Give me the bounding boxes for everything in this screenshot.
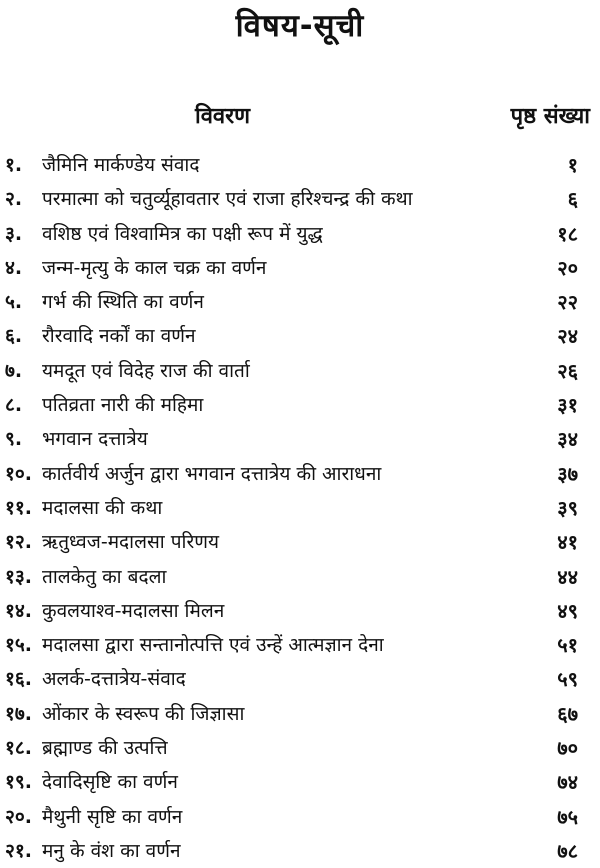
entry-title: जैमिनि मार्कण्डेय संवाद xyxy=(42,154,200,176)
toc-entry xyxy=(0,457,600,491)
entry-page: ७४ xyxy=(557,770,578,795)
toc-entry xyxy=(0,422,600,456)
entry-page: ४४ xyxy=(557,564,578,589)
entry-page: ७८ xyxy=(557,838,578,863)
entry-title: भगवान दत्तात्रेय xyxy=(42,428,148,451)
entry-number: ६. xyxy=(5,325,23,348)
entry-page: ४९ xyxy=(557,598,578,623)
entry-page: ३४ xyxy=(557,427,578,452)
entry-title: वशिष्ठ एवं विश्वामित्र का पक्षी रूप में युद्ध xyxy=(42,222,323,245)
entry-title: ओंकार के स्वरूप की जिज्ञासा xyxy=(42,702,245,725)
entry-number: १२. xyxy=(5,531,32,554)
entry-title: ब्रह्माण्ड की उत्पत्ति xyxy=(42,737,168,760)
entry-number: १७. xyxy=(5,702,32,725)
toc-entry xyxy=(0,319,600,353)
toc-entry xyxy=(0,765,600,799)
entry-page: २२ xyxy=(557,290,578,315)
toc-entry xyxy=(0,834,600,868)
toc-entry xyxy=(0,354,600,388)
column-header-description: विवरण xyxy=(195,104,251,129)
entry-number: १९. xyxy=(5,771,32,794)
toc-entry xyxy=(0,251,600,285)
entry-number: १६. xyxy=(5,668,32,691)
entry-title: रौरवादि नर्कों का वर्णन xyxy=(42,325,196,348)
toc-entry xyxy=(0,491,600,525)
entry-number: १०. xyxy=(5,462,32,485)
entry-title: कुवलयाश्व-मदालसा मिलन xyxy=(42,599,225,622)
toc-entry xyxy=(0,525,600,559)
page-title: विषय-सूची xyxy=(235,8,365,44)
toc-entry xyxy=(0,388,600,422)
entry-number: २१. xyxy=(5,839,32,862)
entry-page: ६ xyxy=(567,187,578,212)
entry-page: ५९ xyxy=(557,667,578,692)
entry-title: मैथुनी सृष्टि का वर्णन xyxy=(42,805,183,828)
entry-title: मदालसा की कथा xyxy=(42,496,163,519)
entry-number: १३. xyxy=(5,565,32,588)
entry-title: तालकेतु का बदला xyxy=(42,565,167,588)
toc-list xyxy=(0,148,600,868)
entry-number: १. xyxy=(5,154,23,176)
entry-page: ६७ xyxy=(557,701,578,726)
entry-title: पतिव्रता नारी की महिमा xyxy=(42,394,204,417)
entry-number: ३. xyxy=(5,222,23,245)
toc-entry xyxy=(0,217,600,251)
entry-number: १५. xyxy=(5,634,32,657)
entry-title: मनु के वंश का वर्णन xyxy=(42,839,181,862)
entry-page: १ xyxy=(567,153,578,177)
entry-number: ११. xyxy=(5,496,32,519)
entry-number: २. xyxy=(5,188,23,211)
entry-number: ५. xyxy=(5,291,23,314)
entry-number: ४. xyxy=(5,256,23,279)
entry-number: ७. xyxy=(5,359,23,382)
entry-title: गर्भ की स्थिति का वर्णन xyxy=(42,291,204,314)
toc-entry xyxy=(0,697,600,731)
toc-entry xyxy=(0,148,600,182)
entry-title: देवादिसृष्टि का वर्णन xyxy=(42,771,178,794)
entry-page: ७५ xyxy=(557,804,578,829)
toc-entry xyxy=(0,560,600,594)
entry-title: जन्म-मृत्यु के काल चक्र का वर्णन xyxy=(42,256,267,279)
entry-number: ८. xyxy=(5,394,23,417)
entry-page: ७० xyxy=(557,736,578,761)
entry-title: अलर्क-दत्तात्रेय-संवाद xyxy=(42,668,186,691)
entry-title: यमदूत एवं विदेह राज की वार्ता xyxy=(42,359,250,382)
toc-entry xyxy=(0,731,600,765)
entry-page: ४१ xyxy=(557,530,578,555)
toc-entry xyxy=(0,182,600,216)
toc-entry xyxy=(0,662,600,696)
entry-number: १८. xyxy=(5,737,32,760)
entry-page: १८ xyxy=(557,221,578,246)
entry-page: २४ xyxy=(557,324,578,349)
entry-title: कार्तवीर्य अर्जुन द्वारा भगवान दत्तात्रेय की आराधना xyxy=(42,462,382,485)
entry-page: २० xyxy=(557,255,578,280)
entry-page: २६ xyxy=(557,358,578,383)
entry-page: ३७ xyxy=(557,461,578,486)
toc-entry xyxy=(0,628,600,662)
toc-entry xyxy=(0,800,600,834)
toc-entry xyxy=(0,285,600,319)
entry-number: ९. xyxy=(5,428,23,451)
entry-number: २०. xyxy=(5,805,32,828)
entry-title: परमात्मा को चतुर्व्यूहावतार एवं राजा हरिश्चन्द्र की कथा xyxy=(42,188,413,211)
entry-page: ५१ xyxy=(557,633,578,658)
entry-page: ३१ xyxy=(557,393,578,418)
entry-page: ३९ xyxy=(557,495,578,520)
entry-number: १४. xyxy=(5,599,32,622)
toc-entry xyxy=(0,594,600,628)
entry-title: मदालसा द्वारा सन्तानोत्पत्ति एवं उन्हें आत्मज्ञान देना xyxy=(42,634,384,657)
column-header-page-number: पृष्ठ संख्या xyxy=(510,104,590,129)
entry-title: ऋतुध्वज-मदालसा परिणय xyxy=(42,531,219,554)
